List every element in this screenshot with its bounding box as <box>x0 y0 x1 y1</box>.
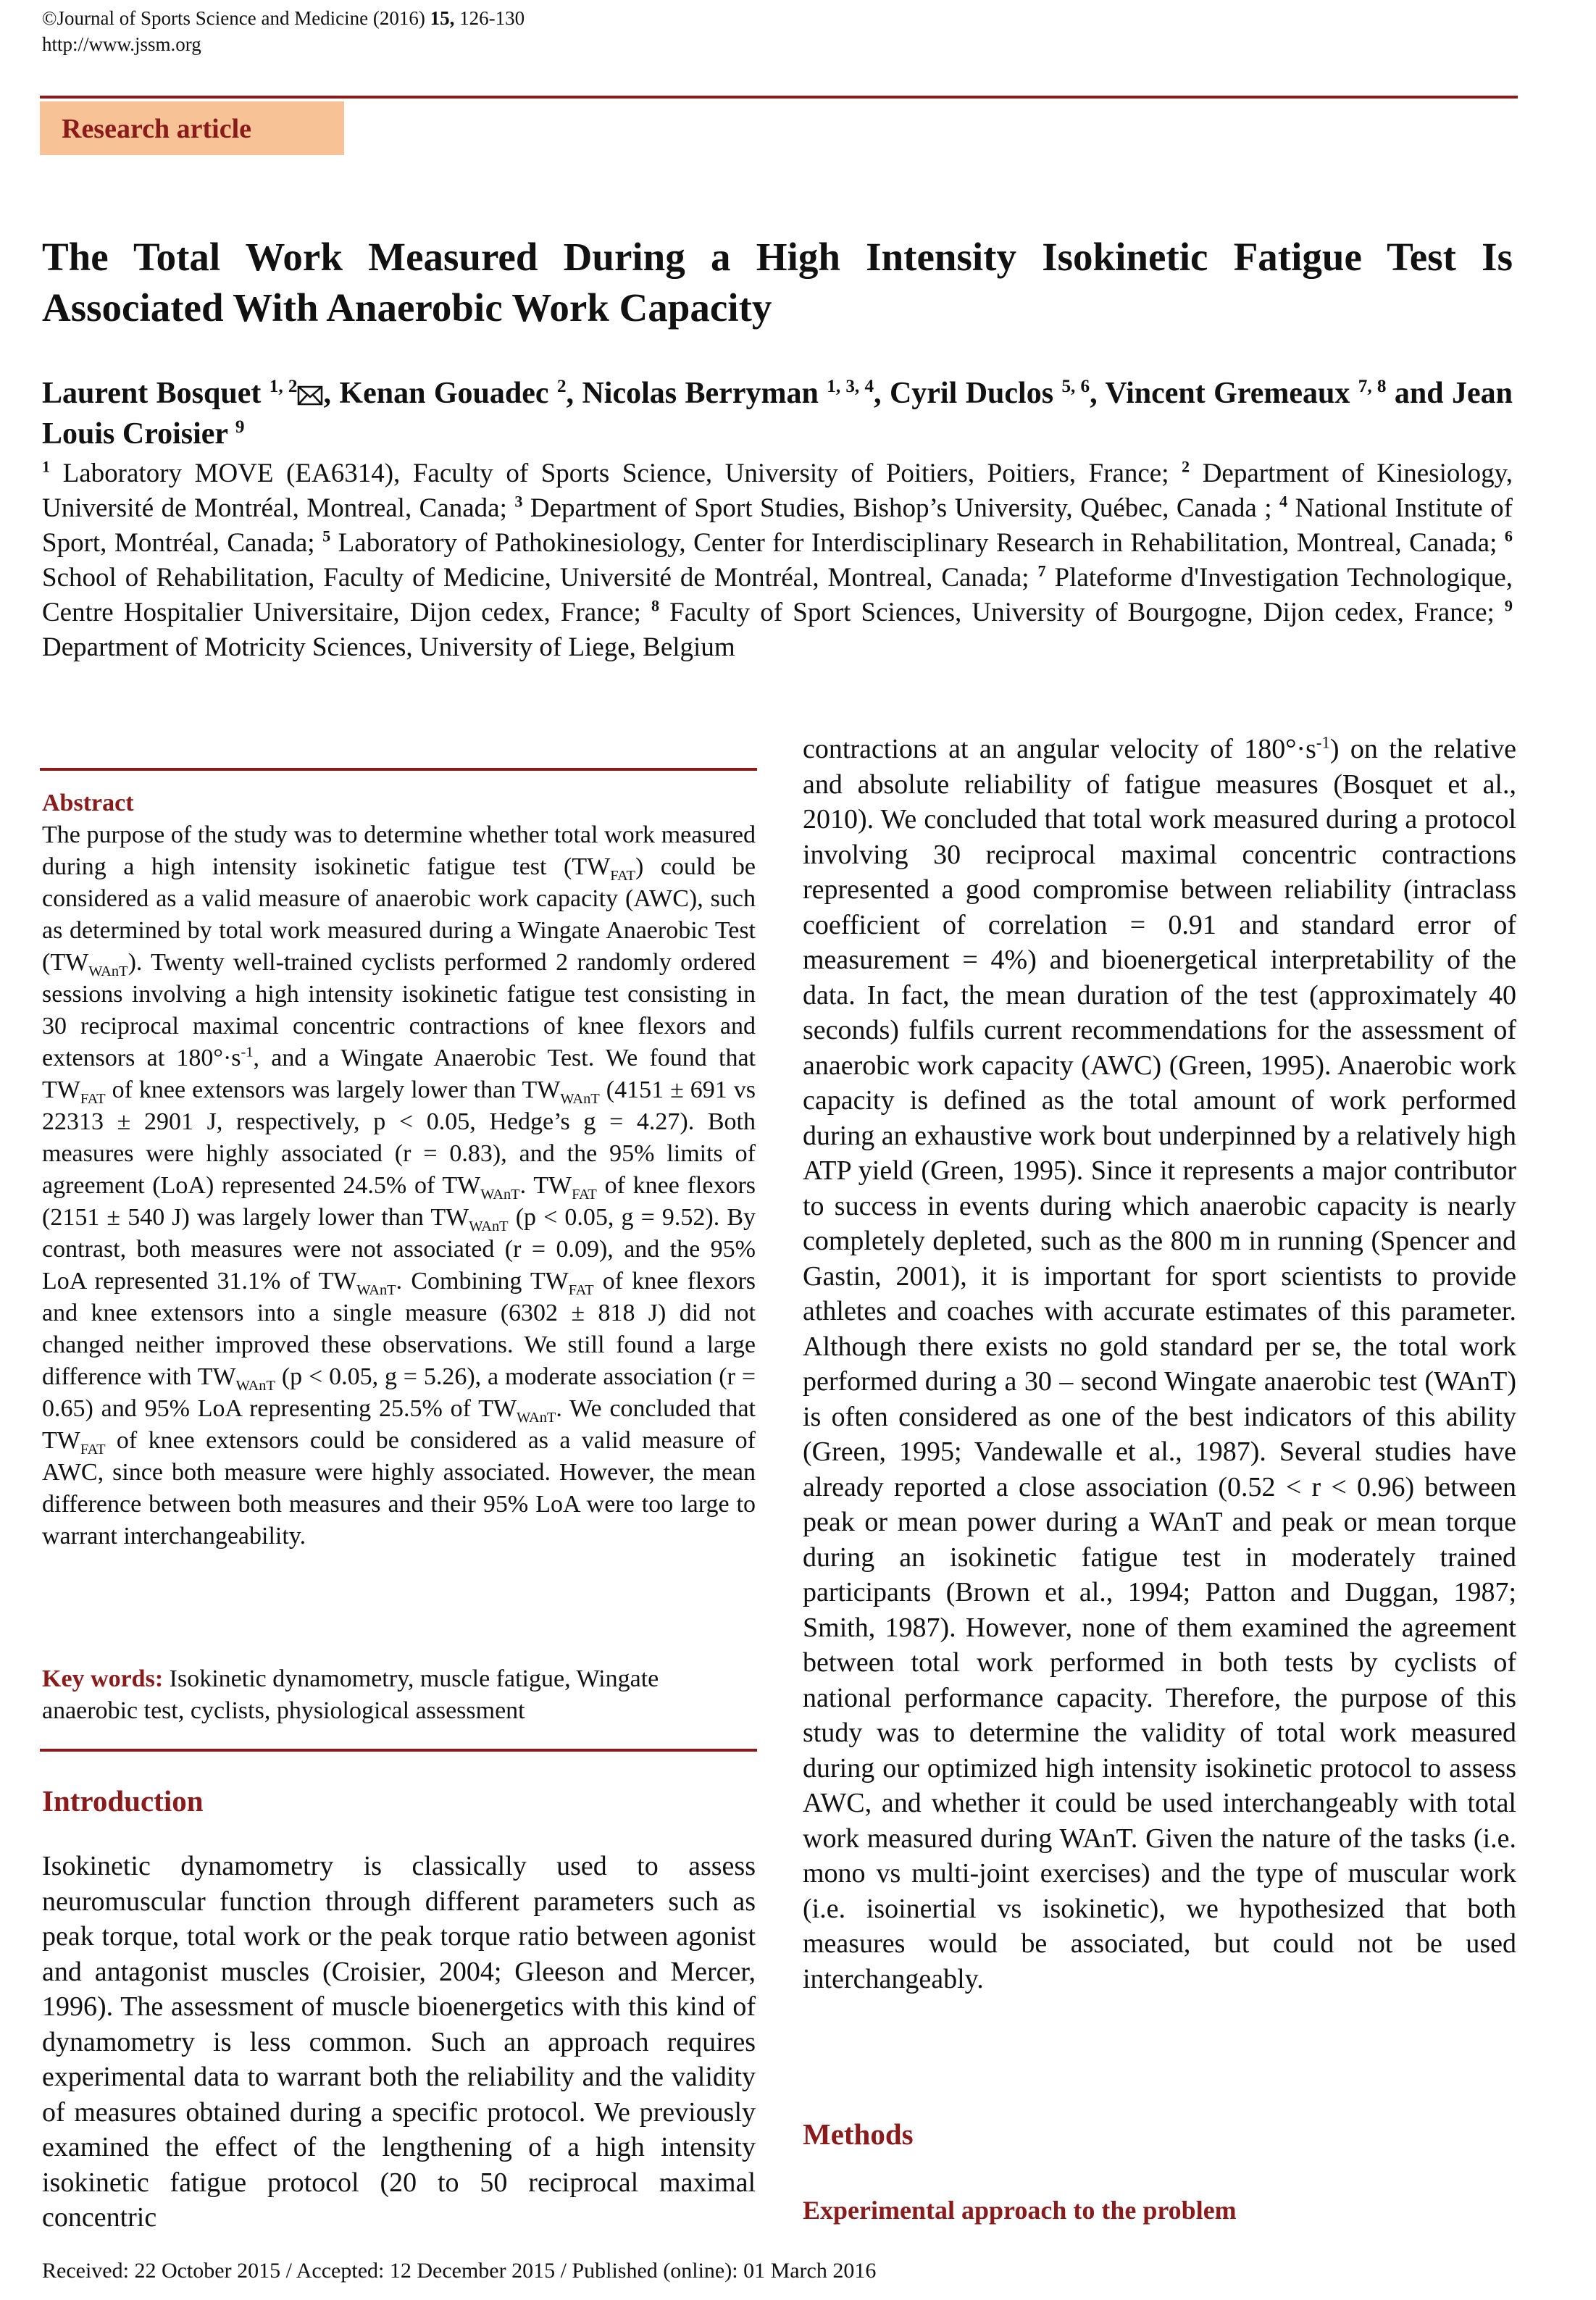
introduction-body-continued: contractions at an angular velocity of $180^\circ\cdot s^{-1}$) on the relative and absolute reliability of fatigue measures (Bosquet et al., 2010). We concluded that total work measured during a protocol involving 30 reciprocal maximal concentric contractions represented a good compromise between reliability (intraclass coefficient of correlation = 0.91 and standard error of measurement = 4%) and bioenergetical interpretability of the data. In fact, the mean duration of the test (approximately 40 seconds) fulfils current recommendations for the assessment of anaerobic work capacity (AWC) (Green, 1995). Anaerobic work capacity is defined as the total amount of work performed during an exhaustive work bout underpinned by a relatively high ATP yield (Green, 1995). Since it represents a major contributor to success in events during which anaerobic capacity is nearly completely depleted, such as the 800 m in running (Spencer and Gastin, 2001), it is important for sport scientists to provide athletes and coaches with accurate estimates of this parameter. Although there exists no gold standard per se, the total work performed during a 30 – second Wingate anaerobic test (WAnT) is often considered as one of the best indicators of this ability (Green, 1995; Vandewalle et al., 1987). Several studies have already reported a close association (0.52 < r < 0.96) between peak or mean power during a WAnT and peak or mean torque during an isokinetic fatigue test in moderately trained participants (Brown et al., 1994; Patton and Duggan, 1987; Smith, 1987). However, none of them examined the agreement between total work performed in both tests by cyclists of national performance capacity. Therefore, the purpose of this study was to determine the validity of total work measured during our optimized high intensity isokinetic protocol to assess AWC, and whether it could be used interchangeably with total work measured during WAnT. Given the nature of the tasks (i.e. mono vs multi-joint exercises) and the type of muscular work (i.e. isoinertial vs isokinetic), we hypothesized that both measures would be associated, but could not be used interchangeably. <box>803 733 1516 1994</box>
introduction-body: Isokinetic dynamometry is classically used to assess neuromuscular function through different parameters such as peak torque, total work or the peak torque ratio between agonist and antagonist muscles (Croisier, 2004; Gleeson and Mercer, 1996). The assessment of muscle bioenergetics with this kind of dynamometry is less common. Such an approach requires experimental data to warrant both the reliability and the validity of measures obtained during a specific protocol. We previously examined the effect of the lengthening of a high intensity isokinetic fatigue protocol (20 to 50 reciprocal maximal concentric <box>42 1851 756 2233</box>
affiliations: $^1$ Laboratory MOVE (EA6314), Faculty of Sports Science, University of Poitiers, Poitiers, France; $^2$ Department of Kinesiology, Université de Montréal, Montreal, Canada; $^3$ Department of Sport Studies, Bishop’s University, Québec, Canada ; $^4$ National Institute of Sport, Montréal, Canada; $^5$ Laboratory of Pathokinesiology, Center for Interdisciplinary Research in Rehabilitation, Montreal, Canada; $^6$ School of Rehabilitation, Faculty of Medicine, Université de Montréal, Montreal, Canada; $^7$ Plateforme d'Investigation Technologique, Centre Hospitalier Universitaire, Dijon cedex, France; $^8$ Faculty of Sport Sciences, University of Bourgogne, Dijon cedex, France; $^9$ Department of Motricity Sciences, University of Liege, Belgium <box>42 457 1513 662</box>
article-type-badge: Research article <box>40 101 344 155</box>
keywords: Key words: Isokinetic dynamometry, muscle fatigue, Wingate anaerobic test, cyclists, physiological assessment <box>42 1665 659 1724</box>
received-dates: Received: 22 October 2015 / Accepted: 12 December 2015 / Published (online): 01 March 2016 <box>42 2259 877 2283</box>
introduction-heading: Introduction <box>42 1784 204 1818</box>
author-list: Laurent Bosquet $^{1, 2}$ , Kenan Gouadec $^2$, Nicolas Berryman $^{1, 3, 4}$, Cyril Duclos $^{5, 6}$, Vincent Gremeaux $^{7, 8}$ and Jean Louis Croisier $^9$ <box>42 377 1513 451</box>
methods-subheading: Experimental approach to the problem <box>803 2196 1237 2225</box>
methods-heading: Methods <box>803 2117 914 2151</box>
abstract-body: The purpose of the study was to determine whether total work measured during a high intensity isokinetic fatigue test $(TW_{FAT})$ could be considered as a valid measure of anaerobic work capacity (AWC), such as determined by total work measured during a Wingate Anaerobic Test $(TW_{WAnT})$. Twenty well-trained cyclists performed 2 randomly ordered sessions involving a high intensity isokinetic fatigue test consisting in 30 reciprocal maximal concentric contractions of knee flexors and extensors at $180^\circ\cdot s^{-1}$, and a Wingate Anaerobic Test. We found that $TW_{FAT}$ of knee extensors was largely lower than $TW_{WAnT}$ (4151 ± 691 vs 22313 ± 2901 J, respectively, p < 0.05, Hedge’s g = 4.27). Both measures were highly associated (r = 0.83), and the 95% limits of agreement (LoA) represented 24.5% of $TW_{WAnT}$. $TW_{FAT}$ of knee flexors (2151 ± 540 J) was largely lower than $TW_{WAnT}$ (p < 0.05, g = 9.52). By contrast, both measures were not associated (r = 0.09), and the 95% LoA represented 31.1% of $TW_{WAnT}$. Combining $TW_{FAT}$ of knee flexors and knee extensors into a single measure (6302 ± 818 J) did not changed neither improved these observations. We still found a large difference with $TW_{WAnT}$ (p < 0.05, g = 5.26), a moderate association (r = 0.65) and 95% LoA representing 25.5% of $TW_{WAnT}$. We concluded that $TW_{FAT}$ of knee extensors could be considered as a valid measure of AWC, since both measure were highly associated. However, the mean difference between both measures and their 95% LoA were too large to warrant interchangeability. <box>42 821 756 1550</box>
abstract-top-rule <box>40 768 757 771</box>
journal-citation: ©Journal of Sports Science and Medicine (2016) 15, 126-130 <box>42 7 525 29</box>
journal-url[interactable]: http://www.jssm.org <box>42 33 201 55</box>
article-title: The Total Work Measured During a High Intensity Isokinetic Fatigue Test Is Associated With Anaerobic Work Capacity <box>42 235 1513 330</box>
email-icon[interactable] <box>297 385 323 406</box>
keywords-bottom-rule <box>40 1749 757 1752</box>
header-rule <box>40 96 1518 99</box>
abstract-heading: Abstract <box>42 790 134 816</box>
keywords-label: Key words: <box>42 1665 164 1692</box>
